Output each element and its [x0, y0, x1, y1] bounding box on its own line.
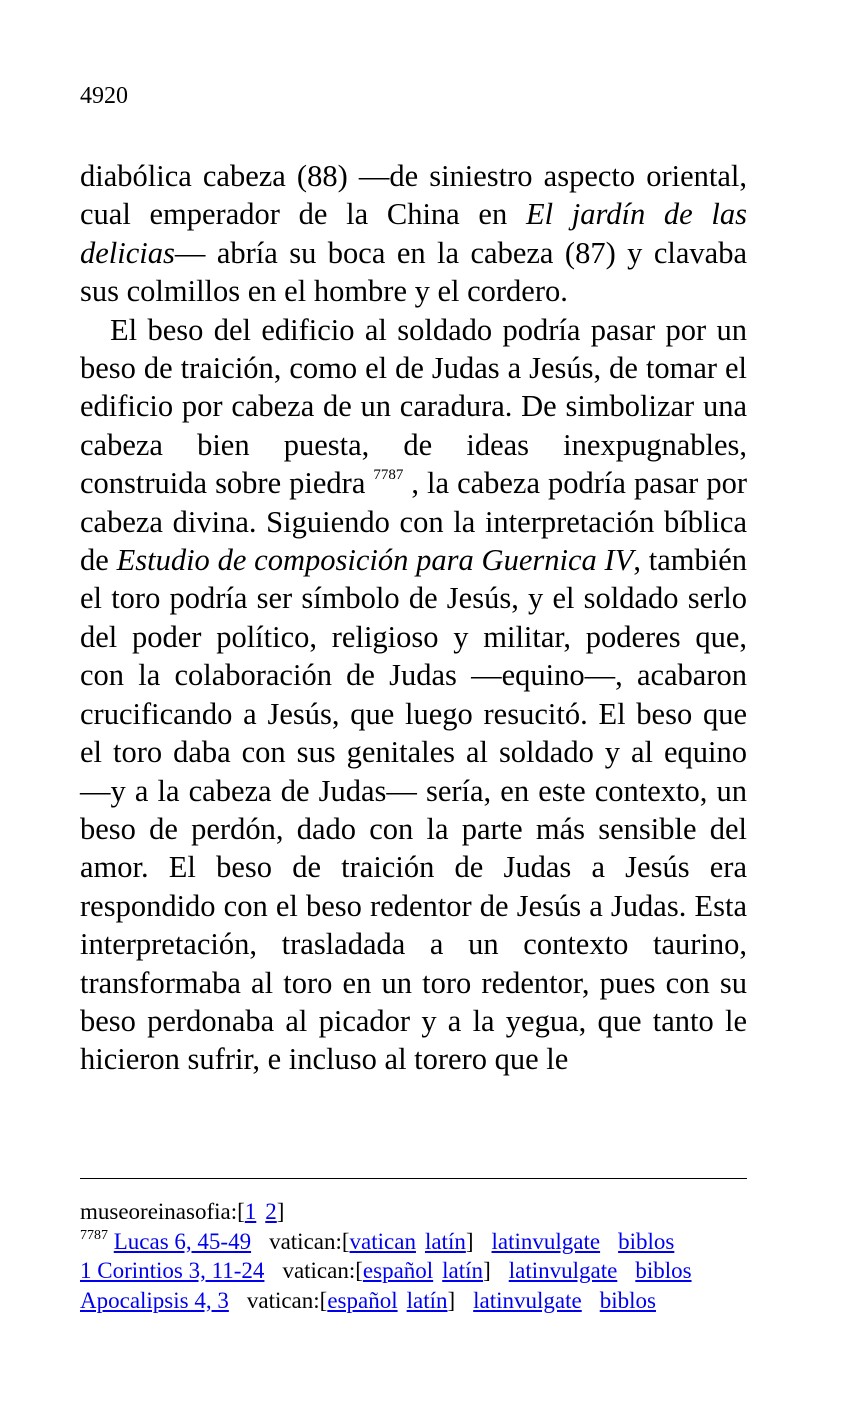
text-run: , la cabeza podría pasar por cabeza divina. Siguiendo con la interpretación bíblica de — [80, 466, 747, 578]
bible-ref-link[interactable]: Lucas 6, 45-49 — [113, 1228, 252, 1254]
footnote-marker: 7787 — [373, 467, 404, 484]
spanish-link[interactable]: español — [362, 1258, 434, 1283]
museo-prefix: museoreinasofia:[ — [80, 1199, 245, 1224]
footnote-line — [80, 1227, 760, 1257]
museo-suffix: ] — [276, 1199, 285, 1224]
text-run: El beso del edificio al soldado podría pasar por un beso de traición, como el de Judas a Jesús, de tomar el edificio por cabeza de un caradura. De simbolizar una cabeza bien puesta, de ideas inexpugnables, construida sobre piedra — [80, 312, 747, 501]
italic-title: El jardín de las delicias — [80, 197, 748, 270]
biblos-link[interactable]: biblos — [635, 1258, 692, 1283]
footnote-line — [80, 1286, 760, 1316]
museo-link-1[interactable]: 1 — [244, 1199, 257, 1224]
museo-line — [80, 1197, 760, 1227]
footnote-number: 7787 — [80, 1227, 108, 1243]
footnotes — [80, 1197, 760, 1315]
latin-link[interactable]: latín — [442, 1258, 484, 1283]
latin-link[interactable]: latín — [406, 1287, 448, 1313]
footnote-rule — [80, 1178, 747, 1179]
italic-title: Estudio de composición para Guernica IV — [116, 543, 634, 578]
vatican-link[interactable]: vatican — [349, 1228, 416, 1254]
vatican-prefix: vatican:[ — [269, 1228, 350, 1254]
vatican-suffix: ] — [465, 1228, 474, 1254]
latinvulgate-link[interactable]: latinvulgate — [491, 1228, 601, 1254]
paragraph — [80, 311, 747, 1079]
latinvulgate-link[interactable]: latinvulgate — [473, 1287, 582, 1313]
text-run: , también el toro podría ser símbolo de Jesús, y el soldado serlo del poder político, religioso y militar, poderes que, con la colaboración de Judas —equino—, acabaron crucificando a Jesús, que luego resucitó. El beso que el toro daba con sus genitales al soldado y al equino —y a la cabeza de Judas— sería, en este contexto, un beso de perdón, dado con la parte más sensible del amor. El beso de traición de Judas a Jesús era respondido con el beso redentor de Jesús a Judas. Esta interpretación, trasladada a un contexto taurino, transformaba al toro en un toro redentor, pues con su beso perdonaba al picador y a la yegua, que tanto le hicieron sufrir, e incluso al torero que le — [80, 543, 747, 1077]
vatican-suffix: ] — [483, 1258, 491, 1283]
footnote-line — [80, 1256, 760, 1286]
latin-link[interactable]: latín — [424, 1228, 466, 1254]
text-run: diabólica cabeza (88) —de siniestro aspecto oriental, cual emperador de la China en — [80, 159, 747, 232]
biblos-link[interactable]: biblos — [599, 1287, 656, 1313]
paragraph — [80, 157, 747, 311]
body-text — [80, 157, 747, 1079]
text-run: — abría su boca en la cabeza (87) y clavaba sus colmillos en el hombre y el cordero. — [80, 235, 747, 309]
museo-link-2[interactable]: 2 — [265, 1199, 277, 1224]
bible-ref-link[interactable]: Apocalipsis 4, 3 — [80, 1287, 229, 1313]
vatican-prefix: vatican:[ — [282, 1258, 363, 1283]
vatican-suffix: ] — [447, 1287, 456, 1313]
bible-ref-link[interactable]: 1 Corintios 3, 11-24 — [80, 1258, 265, 1283]
page-number: 4920 — [80, 83, 128, 109]
spanish-link[interactable]: español — [327, 1287, 398, 1313]
vatican-prefix: vatican:[ — [246, 1287, 328, 1313]
biblos-link[interactable]: biblos — [618, 1228, 675, 1254]
latinvulgate-link[interactable]: latinvulgate — [508, 1258, 618, 1283]
